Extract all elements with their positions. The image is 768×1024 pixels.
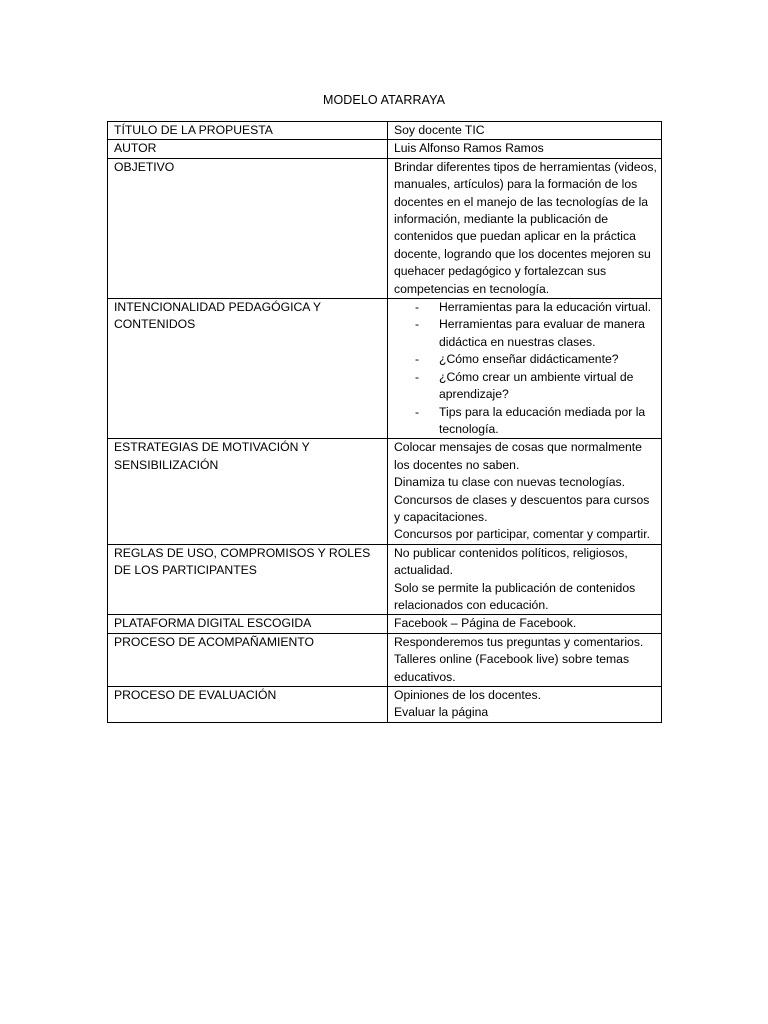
row-value	[388, 687, 662, 723]
value-line: Dinamiza tu clase con nuevas tecnologías.	[394, 475, 626, 490]
table-row	[108, 158, 662, 298]
row-value	[388, 544, 662, 615]
table-row	[108, 122, 662, 140]
row-label: ESTRATEGIAS DE MOTIVACIÓN Y SENSIBILIZACIÓN	[108, 439, 388, 544]
row-label: AUTOR	[108, 140, 388, 158]
proposal-table	[107, 121, 662, 723]
table-row	[108, 439, 662, 544]
table-row	[108, 544, 662, 615]
table-row	[108, 140, 662, 158]
row-label: TÍTULO DE LA PROPUESTA	[108, 122, 388, 140]
value-line: Concursos por participar, comentar y compartir.	[394, 527, 651, 542]
row-label: PROCESO DE ACOMPAÑAMIENTO	[108, 633, 388, 686]
value-line: Evaluar la página	[394, 705, 489, 720]
row-value: Luis Alfonso Ramos Ramos	[388, 140, 662, 158]
list-item: - ¿Cómo crear un ambiente virtual de aprendizaje?	[394, 369, 657, 404]
value-line: Colocar mensajes de cosas que normalmente los docentes no saben.	[394, 440, 642, 472]
document-title: MODELO ATARRAYA	[322, 93, 446, 107]
list-item: - Herramientas para evaluar de manera didáctica en nuestras clases.	[394, 316, 657, 351]
list-item: - Herramientas para la educación virtual.	[394, 299, 657, 316]
value-line: Concursos de clases y descuentos para cursos y capacitaciones.	[394, 492, 650, 524]
row-value: Facebook – Página de Facebook.	[388, 615, 662, 633]
value-line: No publicar contenidos políticos, religiosos, actualidad.	[394, 545, 628, 578]
contents-list	[394, 299, 657, 438]
row-label: PLATAFORMA DIGITAL ESCOGIDA	[108, 615, 388, 633]
table-row	[108, 687, 662, 723]
table-row	[108, 299, 662, 439]
row-label: REGLAS DE USO, COMPROMISOS Y ROLES DE LOS PARTICIPANTES	[108, 544, 388, 615]
value-line: Solo se permite la publicación de contenidos relacionados con educación.	[394, 580, 636, 612]
list-item: - ¿Cómo enseñar didácticamente?	[394, 351, 657, 368]
value-line: Responderemos tus preguntas y comentarios.	[394, 634, 644, 649]
row-value	[388, 633, 662, 686]
row-value: Brindar diferentes tipos de herramientas (videos, manuales, artículos) para la formación de los docentes en el manejo de las tecnologías de la información, mediante la publicación de contenidos que puedan aplicar en la práctica docente, logrando que los docentes mejoren su quehacer pedagógico y fortalezcan sus competencias en tecnología.	[388, 158, 662, 298]
value-line: Opiniones de los docentes.	[394, 688, 542, 702]
row-label: PROCESO DE EVALUACIÓN	[108, 687, 388, 723]
table-row	[108, 615, 662, 633]
row-value	[388, 299, 662, 439]
row-label: OBJETIVO	[108, 158, 388, 298]
list-item: - Tips para la educación mediada por la tecnología.	[394, 404, 657, 439]
row-value: Soy docente TIC	[388, 122, 662, 140]
table-row	[108, 633, 662, 686]
row-value	[388, 439, 662, 544]
value-line: Talleres online (Facebook live) sobre temas educativos.	[394, 652, 630, 684]
row-label: INTENCIONALIDAD PEDAGÓGICA Y CONTENIDOS	[108, 299, 388, 439]
